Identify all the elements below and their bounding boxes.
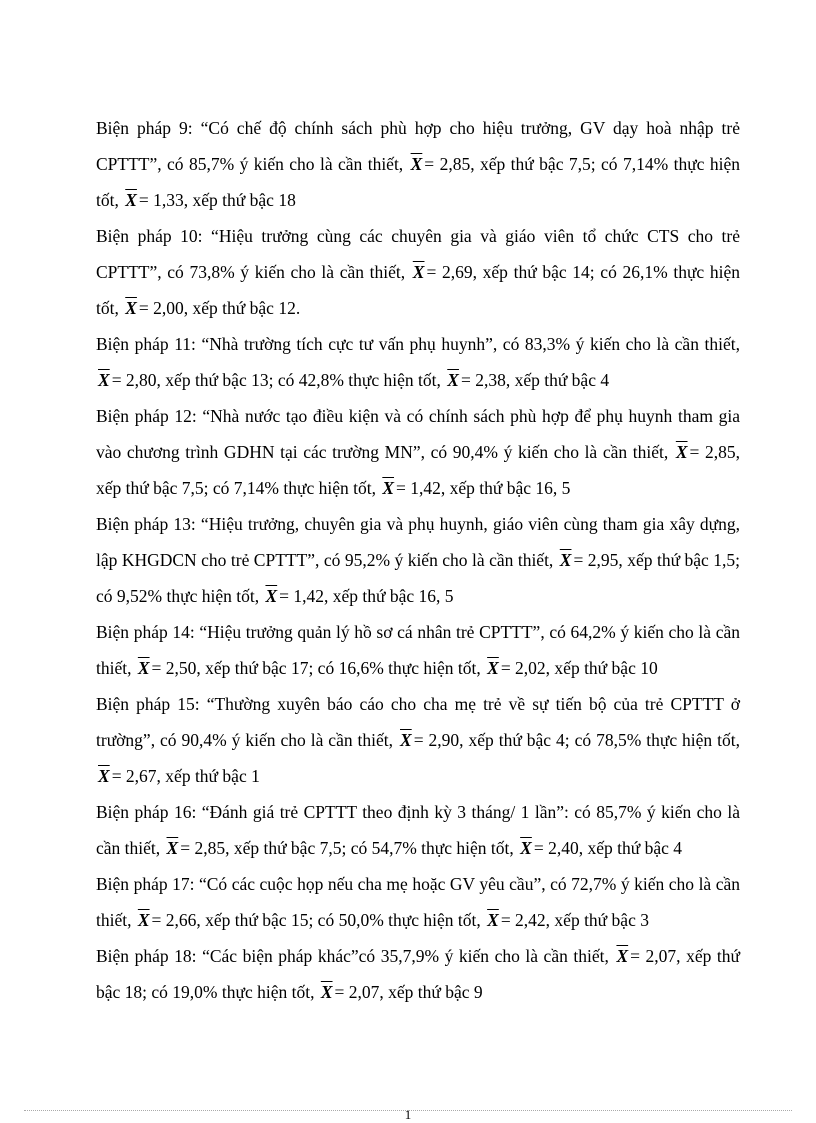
text-segment: Biện pháp 12: “Nhà nước tạo điều kiện và có chính sách phù hợp để phụ huynh tham gia vào chương trình GDHN tại các trường MN”, có 90,4% ý kiến cho là cần thiết, — [96, 406, 740, 462]
text-segment: = 2,07, xếp thứ bậc 9 — [334, 982, 483, 1002]
text-segment: = 2,95, xếp thứ bậc 1,5; có 9,52% thực hiện tốt, — [96, 550, 741, 606]
x-bar-symbol: $\overline{X}$ — [265, 586, 278, 606]
text-segment: = 2,40, xếp thứ bậc 4 — [533, 838, 682, 858]
paragraph-bien-phap-11 — [96, 326, 740, 398]
x-bar-symbol: $\overline{X}$ — [410, 154, 423, 174]
page-number: 1 — [404, 1107, 412, 1122]
x-bar-symbol: $\overline{X}$ — [520, 838, 532, 858]
text-segment: = 2,42, xếp thứ bậc 3 — [500, 910, 649, 930]
x-bar-symbol: $\overline{X}$ — [320, 982, 333, 1002]
text-segment: = 1,33, xếp thứ bậc 18 — [138, 190, 296, 210]
x-bar-symbol: $\overline{X}$ — [559, 550, 572, 570]
text-segment: = 2,02, xếp thứ bậc 10 — [500, 658, 658, 678]
text-segment: = 2,80, xếp thứ bậc 13; có 42,8% thực hiện tốt, — [111, 370, 441, 390]
paragraph-bien-phap-9 — [96, 110, 740, 218]
text-segment: = 2,66, xếp thứ bậc 15; có 50,0% thực hiện tốt, — [151, 910, 481, 930]
x-bar-symbol: $\overline{X}$ — [125, 190, 137, 210]
text-segment: Biện pháp 10: “Hiệu trưởng cùng các chuyên gia và giáo viên tổ chức CTS cho trẻ CPTTT”, có 73,8% ý kiến cho là cần thiết, — [96, 226, 740, 282]
text-segment: = 1,42, xếp thứ bậc 16, 5 — [279, 586, 454, 606]
text-segment: = 2,50, xếp thứ bậc 17; có 16,6% thực hiện tốt, — [151, 658, 481, 678]
x-bar-symbol: $\overline{X}$ — [98, 370, 110, 390]
x-bar-symbol: $\overline{X}$ — [98, 766, 110, 786]
x-bar-symbol: $\overline{X}$ — [447, 370, 459, 390]
x-bar-symbol: $\overline{X}$ — [616, 946, 629, 966]
x-bar-symbol: $\overline{X}$ — [137, 910, 150, 930]
paragraph-bien-phap-17 — [96, 866, 740, 938]
text-segment: Biện pháp 13: “Hiệu trưởng, chuyên gia và phụ huynh, giáo viên cùng tham gia xây dựng, lập KHGDCN cho trẻ CPTTT”, có 95,2% ý kiến cho là cần thiết, — [96, 514, 740, 570]
paragraph-bien-phap-12 — [96, 398, 740, 506]
paragraph-bien-phap-14 — [96, 614, 740, 686]
text-segment: Biện pháp 11: “Nhà trường tích cực tư vấn phụ huynh”, có 83,3% ý kiến cho là cần thiết, — [96, 334, 740, 354]
text-segment: Biện pháp 17: “Có các cuộc họp nếu cha mẹ hoặc GV yêu cầu”, có 72,7% ý kiến cho là cần thiết, — [96, 874, 740, 930]
text-segment: = 2,38, xếp thứ bậc 4 — [460, 370, 610, 390]
text-segment: Biện pháp 18: “Các biện pháp khác”có 35,7,9% ý kiến cho là cần thiết, — [96, 946, 609, 966]
text-segment: = 2,90, xếp thứ bậc 4; có 78,5% thực hiện tốt, — [413, 730, 740, 750]
x-bar-symbol: $\overline{X}$ — [412, 262, 425, 282]
text-segment: = 2,07, xếp thứ bậc 18; có 19,0% thực hiện tốt, — [96, 946, 741, 1002]
text-segment: Biện pháp 16: “Đánh giá trẻ CPTTT theo định kỳ 3 tháng/ 1 lần”: có 85,7% ý kiến cho là cần thiết, — [96, 802, 740, 858]
paragraph-bien-phap-18 — [96, 938, 740, 1010]
text-segment: Biện pháp 9: “Có chế độ chính sách phù hợp cho hiệu trưởng, GV dạy hoà nhập trẻ CPTTT”, có 85,7% ý kiến cho là cần thiết, — [96, 118, 740, 174]
text-segment: = 2,00, xếp thứ bậc 12. — [138, 298, 301, 318]
document-body — [96, 110, 740, 1010]
text-segment: = 1,42, xếp thứ bậc 16, 5 — [396, 478, 571, 498]
text-segment: = 2,85, xếp thứ bậc 7,5; có 54,7% thực hiện tốt, — [180, 838, 514, 858]
x-bar-symbol: $\overline{X}$ — [382, 478, 395, 498]
x-bar-symbol: $\overline{X}$ — [400, 730, 412, 750]
text-segment: = 2,69, xếp thứ bậc 14; có 26,1% thực hiện tốt, — [96, 262, 740, 318]
x-bar-symbol: $\overline{X}$ — [166, 838, 179, 858]
x-bar-symbol: $\overline{X}$ — [487, 910, 499, 930]
text-segment: = 2,85, xếp thứ bậc 7,5; có 7,14% thực hiện tốt, — [96, 442, 741, 498]
x-bar-symbol: $\overline{X}$ — [487, 658, 499, 678]
paragraph-bien-phap-10 — [96, 218, 740, 326]
text-segment: = 2,67, xếp thứ bậc 1 — [111, 766, 260, 786]
x-bar-symbol: $\overline{X}$ — [137, 658, 150, 678]
text-segment: = 2,85, xếp thứ bậc 7,5; có 7,14% thực hiện tốt, — [96, 154, 740, 210]
text-segment: Biện pháp 14: “Hiệu trưởng quản lý hồ sơ cá nhân trẻ CPTTT”, có 64,2% ý kiến cho là cần thiết, — [96, 622, 740, 678]
paragraph-bien-phap-16 — [96, 794, 740, 866]
x-bar-symbol: $\overline{X}$ — [675, 442, 688, 462]
x-bar-symbol: $\overline{X}$ — [125, 298, 137, 318]
text-segment: Biện pháp 15: “Thường xuyên báo cáo cho cha mẹ trẻ về sự tiến bộ của trẻ CPTTT ở trường”, có 90,4% ý kiến cho là cần thiết, — [96, 694, 740, 750]
paragraph-bien-phap-15 — [96, 686, 740, 794]
paragraph-bien-phap-13 — [96, 506, 740, 614]
